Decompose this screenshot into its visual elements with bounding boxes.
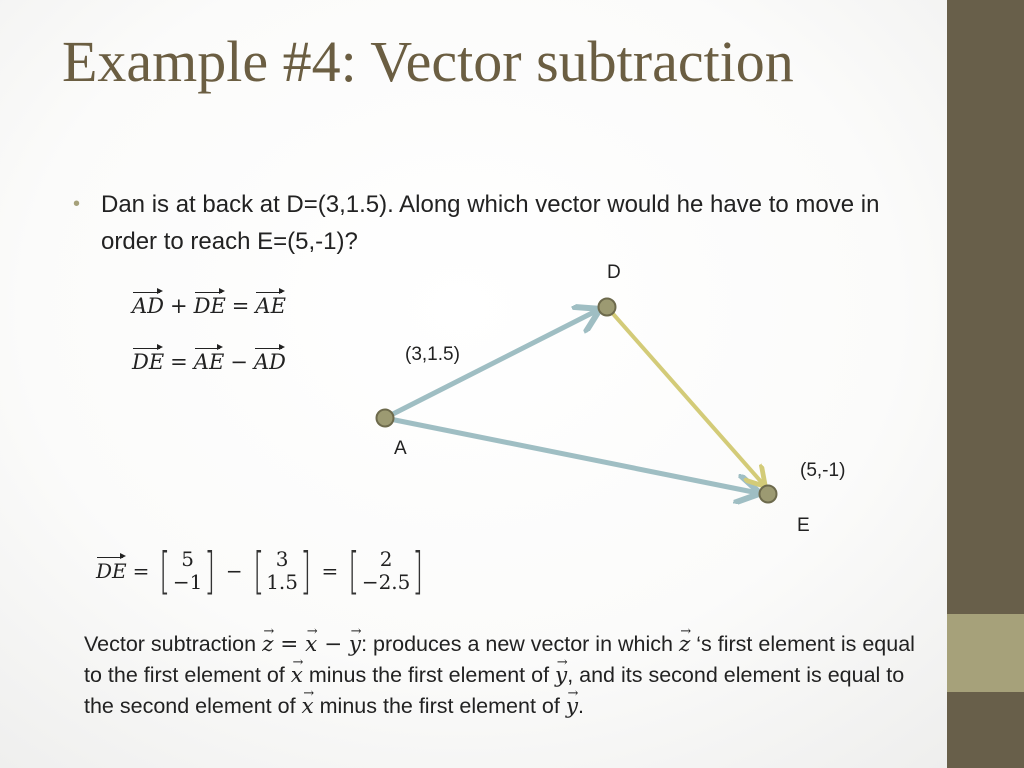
matrix-minus-sign: − bbox=[225, 559, 243, 583]
eq2-term1: DE bbox=[132, 350, 165, 374]
point-E bbox=[760, 486, 777, 503]
slide-title: Example #4: Vector subtraction bbox=[62, 29, 794, 94]
matrix-lhs: DE bbox=[96, 559, 127, 583]
vector-x-symbol-3: x → bbox=[302, 691, 314, 722]
desc-part-6: minus the first element of bbox=[313, 694, 566, 718]
desc-part-7: . bbox=[577, 694, 584, 718]
desc-minus-sign: − bbox=[317, 632, 349, 657]
bullet-text: Dan is at back at D=(3,1.5). Along which vector would he have to move in order to reach E=(5,-1)? bbox=[101, 191, 880, 255]
bullet-icon: • bbox=[73, 193, 81, 215]
matrix-2-bottom: 1.5 bbox=[266, 570, 299, 594]
eq2-op1: = bbox=[170, 350, 188, 374]
matrix-1-bottom: −1 bbox=[172, 570, 203, 594]
matrix-3-bottom: −2.5 bbox=[361, 570, 411, 594]
eq1-op1: + bbox=[170, 294, 188, 318]
eq2-term2: AE bbox=[193, 350, 225, 374]
desc-part-4: minus the first element of bbox=[302, 663, 556, 687]
matrix-2-top: 3 bbox=[275, 547, 289, 571]
vector-y-symbol-3: y → bbox=[566, 691, 578, 722]
eq2-term3: AD bbox=[253, 350, 286, 374]
label-E: E bbox=[797, 515, 810, 536]
desc-part-5: , and its second element is equal to the second element of bbox=[84, 663, 905, 718]
desc-part-2: : produces a new vector in which bbox=[361, 632, 679, 656]
matrix-eq-sign: = bbox=[132, 559, 150, 583]
point-D bbox=[599, 299, 616, 316]
vector-z-symbol-2: z → bbox=[679, 629, 690, 660]
matrix-equation bbox=[96, 542, 428, 600]
desc-part-3: ‘s first element is equal to the first element of bbox=[84, 632, 915, 687]
eq1-op2: = bbox=[231, 294, 250, 318]
description-paragraph bbox=[84, 629, 924, 722]
matrix-1-top: 5 bbox=[181, 547, 195, 571]
label-D: D bbox=[607, 262, 621, 283]
vector-z-symbol: z → bbox=[262, 629, 273, 660]
matrix-2: [ 3 1.5 ] bbox=[253, 542, 312, 600]
desc-eq-sign: = bbox=[273, 632, 306, 657]
eq1-term2: DE bbox=[193, 294, 226, 318]
matrix-3: [ 2 −2.5 ] bbox=[348, 542, 424, 600]
eq2-op2: − bbox=[230, 350, 248, 374]
eq1-term3: AE bbox=[255, 294, 286, 318]
label-A: A bbox=[394, 438, 407, 459]
point-A bbox=[377, 410, 394, 427]
desc-part-1: Vector subtraction bbox=[84, 632, 263, 656]
vector-x-symbol: x → bbox=[305, 629, 317, 660]
label-coord-E: (5,-1) bbox=[800, 460, 846, 481]
vector-x-symbol-2: x → bbox=[291, 660, 303, 691]
matrix-1: [ 5 −1 ] bbox=[159, 542, 216, 600]
vector-AE bbox=[385, 418, 758, 493]
label-coord-D: (3,1.5) bbox=[405, 344, 460, 365]
matrix-eq-sign-2: = bbox=[321, 559, 339, 583]
vector-DE bbox=[607, 307, 764, 485]
vector-y-symbol-2: y → bbox=[555, 660, 567, 691]
matrix-3-top: 2 bbox=[379, 547, 393, 571]
vector-y-symbol: y → bbox=[349, 629, 361, 660]
eq1-term1: AD bbox=[132, 294, 165, 318]
